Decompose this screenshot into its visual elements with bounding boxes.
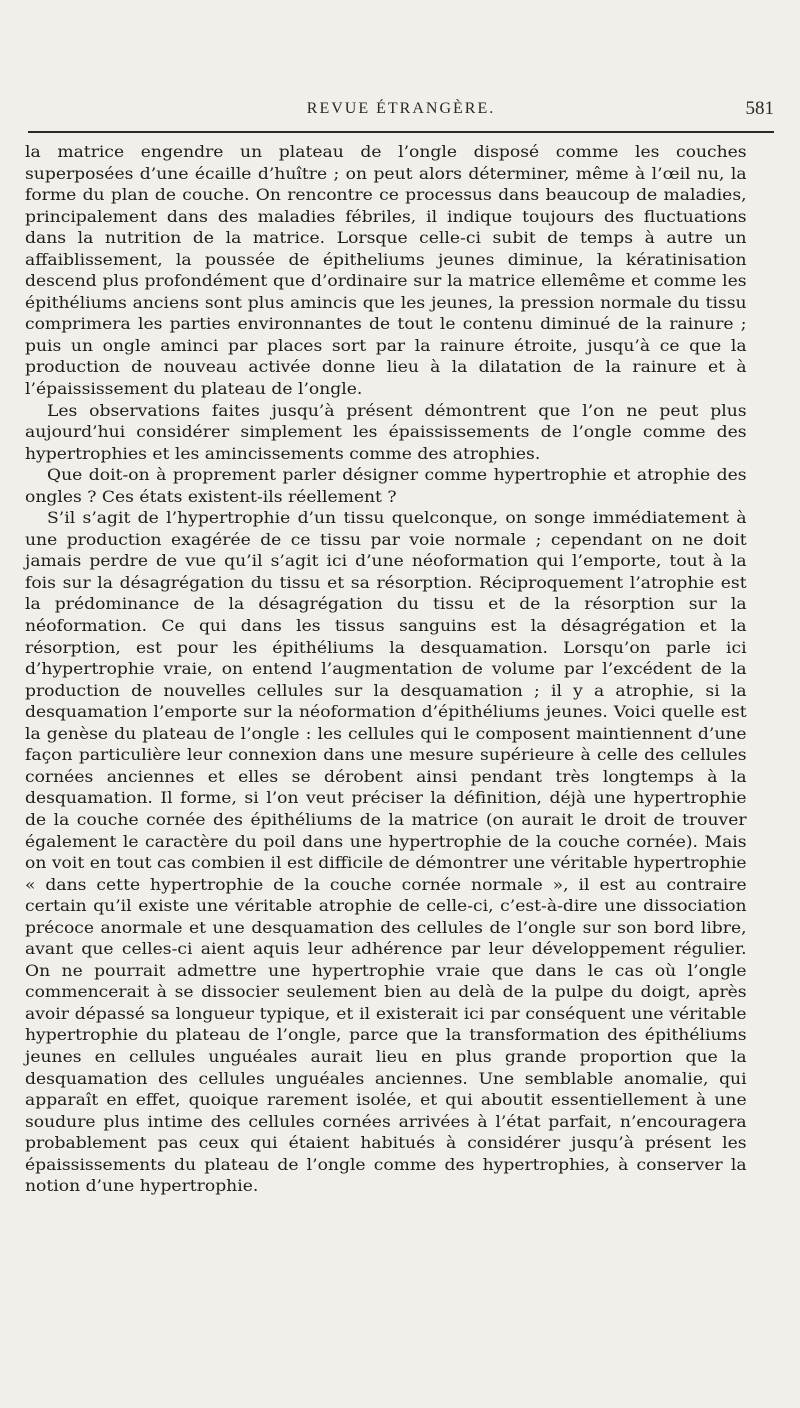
running-title: REVUE ÉTRANGÈRE. <box>306 100 496 117</box>
running-head <box>28 100 774 126</box>
paragraph-1: la matrice engendre un plateau de l’ongle disposé comme les couches superposées d’une écaille d’huître ; on peut alors déterminer, même à l’œil nu, la forme du plan de couche. On rencontre ce processus dans beaucoup de maladies, principalement dans des maladies fébriles, il indique toujours des fluctuations dans la nutrition de la matrice. Lorsque celle-ci subit de temps à autre un affaiblissement, la poussée de épitheliums jeunes diminue, la kératinisation descend plus profondément que d’ordinaire sur la matrice ellemême et comme les épithéliums anciens sont plus amincis que les jeunes, la pression normale du tissu comprimera les parties environnantes de tout le contenu diminué de la rainure ; puis un ongle aminci par places sort par la rainure étroite, jusqu’à ce que la production de nouveau activée donne lieu à la dilatation de la rainure et à l’épaississement du plateau de l’ongle. <box>25 143 747 399</box>
body-text <box>25 142 747 1198</box>
header-rule <box>28 131 774 133</box>
paragraph-4: S’il s’agit de l’hypertrophie d’un tissu quelconque, on songe immédiatement à une production exagérée de ce tissu par voie normale ; cependant on ne doit jamais perdre de vue qu’il s’agit ici d’une néoformation qui l’emporte, tout à la fois sur la désagrégation du tissu et sa résorption. Réciproquement l’atrophie est la prédominance de la désagrégation du tissu et de la résorption sur la néoformation. Ce qui dans les tissus sanguins est la désagrégation et la résorption, est pour les épithéliums la desquamation. Lorsqu’on parle ici d’hypertrophie vraie, on entend l’augmentation de volume par l’excédent de la production de nouvelles cellules sur la desquamation ; il y a atrophie, si la desquamation l’emporte sur la néoformation d’épithéliums jeunes. Voici quelle est la genèse du plateau de l’ongle : les cellules qui le composent maintiennent d’une façon particulière leur connexion dans une mesure supérieure à celle des cellules cornées anciennes et elles se dérobent ainsi pendant très longtemps à la desquamation. Il forme, si l’on veut préciser la définition, déjà une hypertrophie de la couche cornée des épithéliums de la matrice (on aurait le droit de trouver également le caractère du poil dans une hypertrophie de la couche cornée). Mais on voit en tout cas combien il est difficile de démontrer une véritable hypertrophie « dans cette hypertrophie de la couche cornée normale », il est au contraire certain qu’il existe une véritable atrophie de celle-ci, c’est-à-dire une dissociation précoce anormale et une desquamation des cellules de l’ongle sur son bord libre, avant que celles-ci aient aquis leur adhérence par leur développement régulier. On ne pourrait admettre une hypertrophie vraie que dans le cas où l’ongle commencerait à se dissocier seulement bien au delà de la pulpe du doigt, après avoir dépassé sa longueur typique, et il existerait ici par conséquent une véritable hypertrophie du plateau de l’ongle, parce que la transformation des épithéliums jeunes en cellules unguéales aurait lieu en plus grande proportion que la desquamation des cellules unguéales anciennes. Une semblable anomalie, qui apparaît en effet, quoique rarement isolée, et qui aboutit essentiellement à une soudure plus intime des cellules cornées arrivées à l’état parfait, n’encouragera probablement pas ceux qui étaient habitués à considérer jusqu’à présent les épaississements du plateau de l’ongle comme des hypertrophies, à conserver la notion d’une hypertrophie. <box>25 509 747 1196</box>
paragraph-2: Les observations faites jusqu’à présent démontrent que l’on ne peut plus aujourd’hui considérer simplement les épaississements de l’ongle comme des hypertrophies et les amincissements comme des atrophies. <box>25 401 747 463</box>
paragraph-3: Que doit-on à proprement parler désigner comme hypertrophie et atrophie des ongles ? Ces états existent-ils réellement ? <box>25 466 747 506</box>
page-number: 581 <box>745 98 774 119</box>
